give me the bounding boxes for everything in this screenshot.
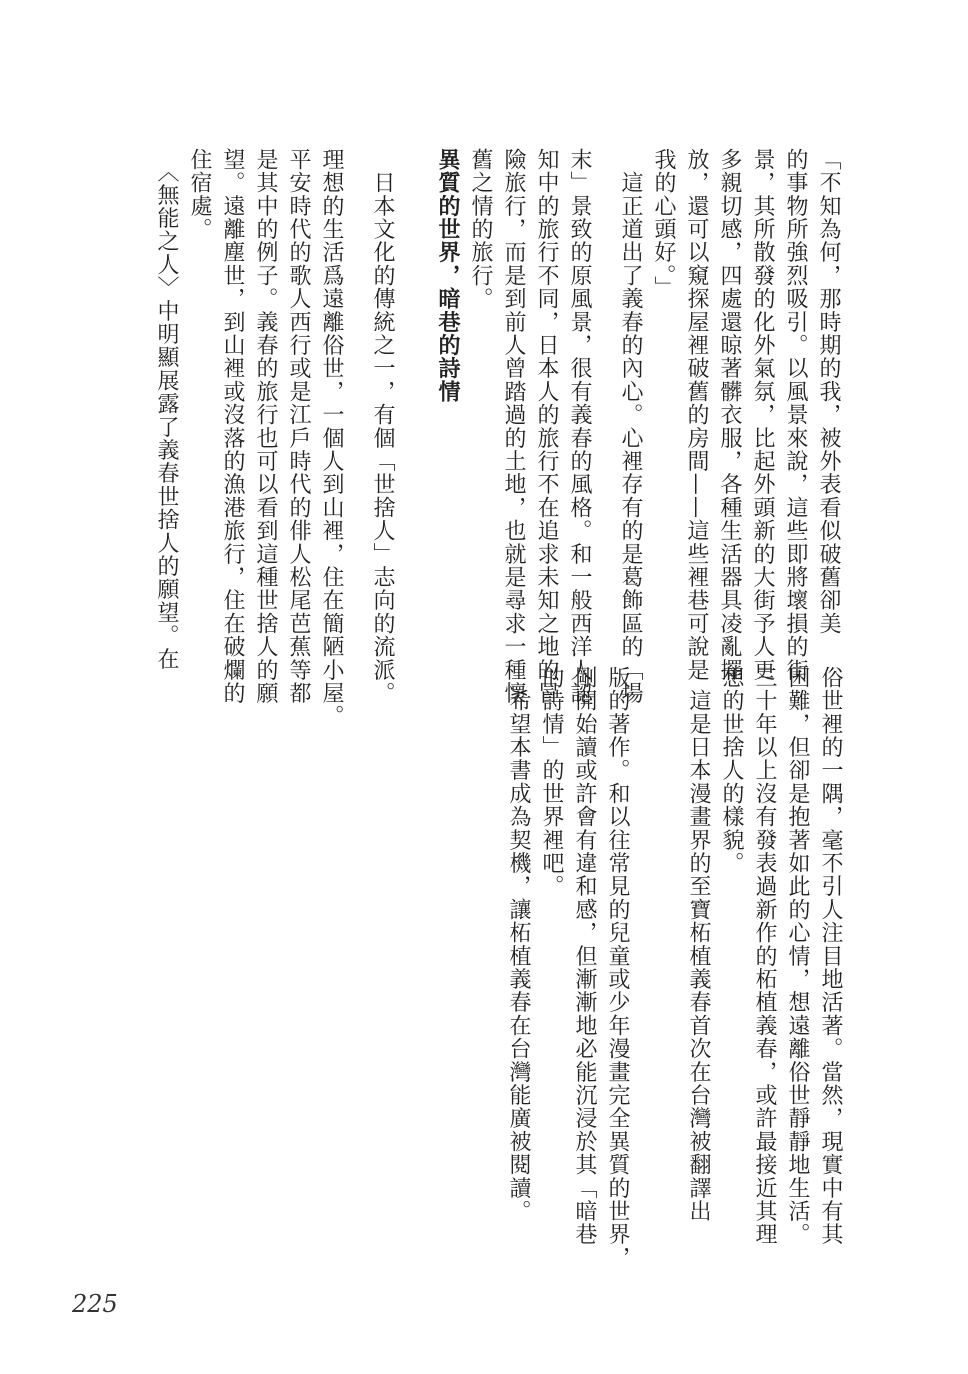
text-column: 剛開始讀或許會有違和感，但漸漸地必能沉浸於其「暗巷 [572, 666, 597, 1246]
text-column: 的詩情」的世界裡吧。 [539, 666, 564, 898]
text-column: 的事物所強烈吸引。以風景來說，這些即將壞損的街 [783, 148, 808, 682]
text-column: 我的心頭好。」 [651, 148, 676, 300]
page-number: 225 [72, 1290, 118, 1318]
text-column: 困難，但卻是抱著如此的心情，想遠離俗世靜靜地生活。 [785, 666, 810, 1246]
text-column: 知中的旅行不同，日本人的旅行不在追求未知之地的冒 [534, 148, 559, 705]
section-heading: 異質的世界，暗巷的詩情 [435, 148, 461, 404]
upper-text-block [132, 148, 845, 728]
text-column: 舊之情的旅行。 [468, 148, 493, 311]
text-column: 理想的生活爲遠離俗世，一個人到山裡，住在簡陋小屋。 [319, 148, 344, 728]
lower-text-block [454, 666, 847, 1270]
text-column: 末」景致的原風景，很有義春的風格。和一般西洋人認 [567, 148, 592, 705]
text-column: 版的著作。和以往常見的兒童或少年漫畫完全異質的世界， [605, 666, 630, 1270]
text-column: 「不知為何，那時期的我，被外表看似破舊卻美 [816, 148, 841, 636]
text-column: 希望本書成為契機，讓柘植義春在台灣能廣被閱讀。 [506, 666, 531, 1223]
text-column: 景，其所散發的化外氣氛，比起外頭新的大街予人更 [750, 148, 775, 682]
text-column: 俗世裡的一隅，毫不引人注目地活著。當然，現實中有其 [818, 666, 843, 1246]
text-column: 這正道出了義春的內心。心裡存有的是葛飾區的「場 [618, 148, 643, 705]
text-column: 望。遠離塵世，到山裡或沒落的漁港旅行，住在破爛的 [220, 148, 245, 705]
text-column: 三十年以上沒有發表過新作的柘植義春，或許最接近其理 [752, 666, 777, 1246]
text-column: 多親切感，四處還晾著髒衣服，各種生活器具凌亂擺 [717, 148, 742, 682]
text-column: 平安時代的歌人西行或是江戶時代的俳人松尾芭蕉等都 [286, 148, 311, 705]
text-column: 是其中的例子。義春的旅行也可以看到這種世捨人的願 [253, 148, 278, 705]
text-column: 日本文化的傳統之一，有個「世捨人」志向的流派。 [370, 148, 395, 705]
text-column: 這是日本漫畫界的至寶柘植義春首次在台灣被翻譯出 [686, 666, 711, 1223]
text-column: 險旅行，而是到前人曾踏過的土地，也就是尋求一種懷 [501, 148, 526, 705]
text-column: 〈無能之人〉中明顯展露了義春世捨人的願望。在 [154, 148, 179, 671]
text-column: 想的世捨人的樣貌。 [719, 666, 744, 875]
text-column: 放，還可以窺探屋裡破舊的房間——這些裡巷可說是 [684, 148, 709, 682]
text-column: 住宿處。 [187, 148, 212, 241]
